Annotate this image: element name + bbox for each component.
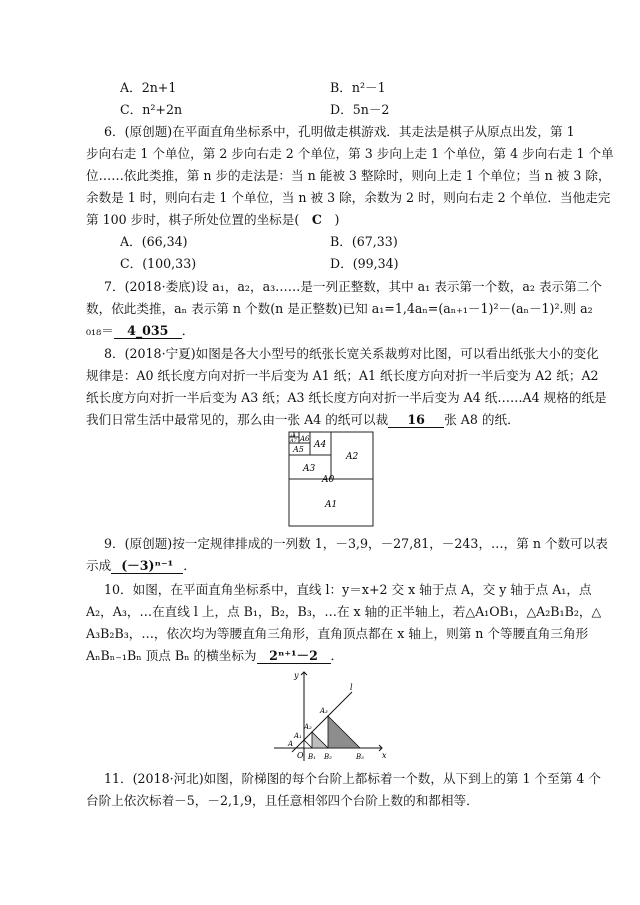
label-a6: A6 (300, 435, 310, 443)
q6-stem-end: 第 100 步时，棋子所处位置的坐标是( (86, 212, 312, 227)
label-a1: A1 (325, 500, 338, 510)
label-a2: A2 (346, 452, 359, 462)
q5-option-b: B．n²－1 (330, 80, 386, 95)
label-o: O (297, 751, 304, 760)
label-b1: B₁ (308, 753, 316, 761)
label-x: x (382, 751, 387, 760)
label-a8: A8 (290, 433, 296, 438)
q10-line-3: A₃B₂B₃，…，依次均为等腰直角三角形，直角顶点都在 x 轴上，则第 n 个等腰直角三角形 (86, 626, 589, 641)
label-a: A (288, 740, 294, 748)
q7-answer-blank: 4_035 (114, 324, 182, 339)
label-l: l (350, 683, 353, 692)
label-y: y (294, 671, 299, 680)
q5-option-a: A．2n+1 (120, 80, 177, 95)
q8-line-4 (86, 412, 520, 428)
label-a5: A5 (293, 445, 304, 454)
label-a3: A3 (303, 464, 316, 474)
q6-option-b: B．(67,33) (330, 234, 398, 249)
q6-line-1: 6．(原创题)在平面直角坐标系中，孔明做走棋游戏．其走法是棋子从原点出发，第 1 (104, 124, 575, 139)
q10-line-2: A₂，A₃，…在直线 l 上，点 B₁，B₂，B₃，…在 x 轴的正半轴上，若△A₁OB₁，△A₂B₁B₂，△ (86, 604, 602, 619)
label-b3: B₃ (356, 753, 364, 761)
q8-stem-tail: 张 A8 的纸． (444, 412, 520, 427)
q6-bracket-close: ) (321, 212, 340, 227)
q11-line-2: 台阶上依次标着－5，－2,1,9，且任意相邻四个台阶上数的和都相等． (86, 793, 479, 808)
q6-line-5 (86, 212, 339, 228)
label-a4: A4 (314, 440, 327, 450)
q10-period: ． (330, 648, 344, 663)
q5-option-c: C．n²+2n (120, 102, 183, 117)
label-a7: A7 (290, 438, 297, 444)
q7-subscript: ₀₁₈＝ (86, 323, 114, 338)
q9-answer-blank: (－3)ⁿ⁻¹ (111, 559, 183, 574)
q6-line-3: 位……依此类推，第 n 步的走法是：当 n 能被 3 整除时，则向上走 1 个单位；当 n 被 3 除， (86, 168, 611, 183)
q10-line-1: 10．如图，在平面直角坐标系中，直线 l：y＝x+2 交 x 轴于点 A，交 y 轴于点 A₁，点 (104, 582, 592, 597)
paper-size-figure (288, 431, 374, 527)
label-b2: B₂ (324, 753, 332, 761)
q8-stem-end: 我们日常生活中最常见的，那么由一张 A4 的纸可以裁 (86, 412, 389, 427)
q9-period: ． (183, 558, 196, 573)
q7-period: ． (181, 323, 195, 338)
q10-stem-end: AₙBₙ₋₁Bₙ 顶点 Bₙ 的横坐标为 (86, 648, 257, 663)
q6-option-d: D．(99,34) (330, 256, 399, 271)
q8-line-1: 8．(2018·宁夏)如图是各大小型号的纸张长宽关系裁剪对比图，可以看出纸张大小的变化 (104, 346, 599, 361)
q6-line-4: 余数是 1 时，则向右走 1 个单位，当 n 被 3 除，余数为 2 时，则向右走 2 个单位．当他走完 (86, 190, 611, 205)
q8-line-2: 规律是：A0 纸长度方向对折一半后变为 A1 纸；A1 纸长度方向对折一半后变为 A2 纸；A2 (86, 368, 599, 383)
q9-line-2 (86, 558, 196, 574)
q8-line-3: 纸长度方向对折一半后变为 A3 纸；A3 纸长度方向对折一半后变为 A4 纸……A4 规格的纸是 (86, 390, 607, 405)
q6-answer: C (311, 212, 322, 227)
q6-option-c: C．(100,33) (120, 256, 197, 271)
label-a1: A₁ (294, 732, 302, 740)
q7-line-2: 数，依此类推，aₙ 表示第 n 个数(n 是正整数)已知 a₁=1,4aₙ=(aₙ₊₁－1)²－(aₙ－1)².则 a₂ (86, 301, 593, 316)
q7-line-1: 7．(2018·娄底)设 a₁，a₂，a₃……是一列正整数，其中 a₁ 表示第一个数，a₂ 表示第二个 (104, 279, 602, 294)
label-a3: A₃ (320, 707, 328, 715)
q5-option-d: D．5n－2 (330, 102, 390, 117)
q6-option-a: A．(66,34) (120, 234, 188, 249)
q11-line-1: 11．(2018·河北)如图，阶梯图的每个台阶上都标着一个数，从下到上的第 1 个至第 4 个 (104, 771, 601, 786)
q6-line-2: 步向右走 1 个单位，第 2 步向右走 2 个单位，第 3 步向上走 1 个单位，第 4 步向右走 1 个单 (86, 146, 614, 161)
q8-answer-blank: 16 (388, 413, 444, 428)
coordinate-figure (270, 666, 390, 764)
q9-stem-end: 示成 (86, 558, 112, 573)
label-a2: A₂ (304, 723, 312, 731)
q10-line-4 (86, 648, 343, 664)
q9-line-1: 9．(原创题)按一定规律排成的一列数 1，－3,9，－27,81，－243，…，第 n 个数可以表 (104, 536, 608, 551)
q7-line-3 (86, 323, 194, 339)
q10-answer-blank: 2ⁿ⁺¹－2 (257, 649, 331, 664)
label-a0: A0 (322, 475, 335, 485)
